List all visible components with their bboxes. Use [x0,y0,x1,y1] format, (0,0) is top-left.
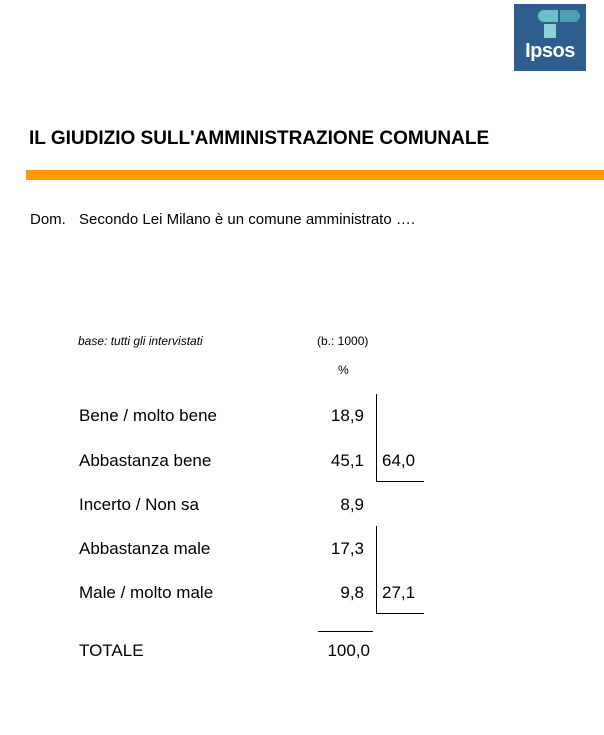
positive-subtotal: 64,0 [382,451,416,470]
sample-size-note: (b.: 1000) [317,334,369,348]
row-value: 18,9 [330,406,364,425]
base-note: base: tutti gli intervistati [78,334,203,348]
row-label: Abbastanza bene [79,451,212,470]
question-text: Secondo Lei Milano è un comune amministrato …. [79,211,416,228]
positive-bracket-base [376,481,424,482]
row-label: Male / molto male [79,583,214,602]
row-label: Bene / molto bene [79,406,217,425]
row-label: Abbastanza male [79,539,211,558]
ipsos-logo [514,4,586,71]
negative-bracket-base [376,613,424,614]
accent-divider [26,170,604,180]
total-label: TOTALE [79,641,144,660]
percent-header: % [338,363,349,377]
row-value: 45,1 [330,451,364,470]
negative-subtotal: 27,1 [382,583,416,602]
positive-bracket-line [376,394,377,482]
total-value: 100,0 [327,641,370,660]
survey-question [30,211,415,228]
page-title: IL GIUDIZIO SULL'AMMINISTRAZIONE COMUNALE [29,128,490,149]
negative-bracket-line [376,526,377,614]
total-rule [318,631,373,632]
row-value: 8,9 [340,495,364,514]
logo-text: Ipsos [525,40,575,62]
row-value: 9,8 [340,583,364,602]
question-prefix: Dom. [30,211,66,228]
row-value: 17,3 [330,539,364,558]
row-label: Incerto / Non sa [79,495,200,514]
